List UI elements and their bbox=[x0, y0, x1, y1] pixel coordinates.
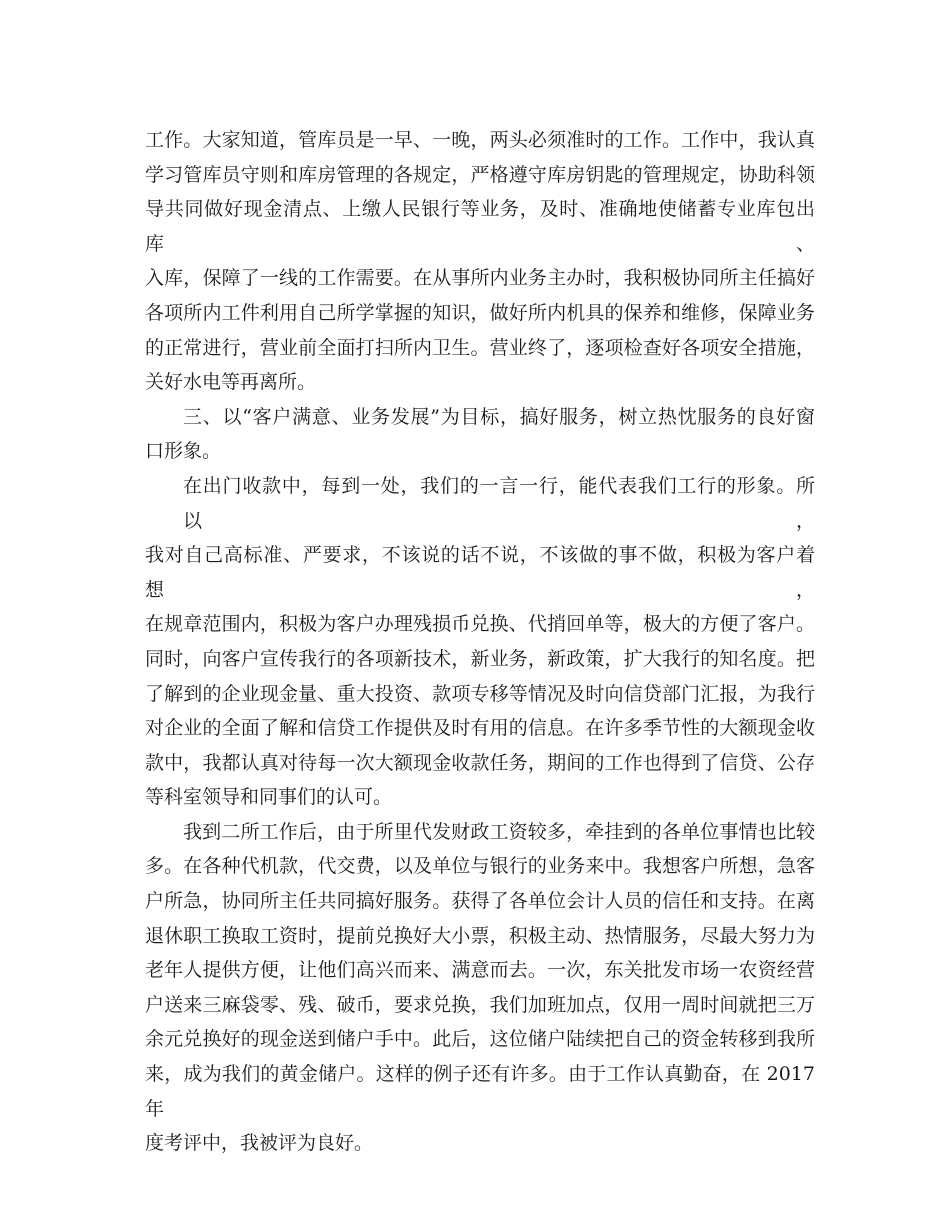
text-line: 同时，向客户宣传我行的各项新技术，新业务，新政策，扩大我行的知名度。把 bbox=[145, 647, 815, 670]
text-line: 在规章范围内，积极为客户办理残损币兑换、代捎回单等，极大的方便了客户。 bbox=[145, 613, 815, 636]
paragraph-1 bbox=[145, 123, 815, 400]
text-line: 款中，我都认真对待每一次大额现金收款任务，期间的工作也得到了信贷、公存 bbox=[145, 751, 815, 774]
text-line: 了解到的企业现金量、重大投资、款项专移等情况及时向信贷部门汇报，为我行 bbox=[145, 682, 815, 705]
text-line: 口形象。 bbox=[145, 440, 222, 463]
text-line: 三、以“客户满意、业务发展”为目标，搞好服务，树立热忱服务的良好窗 bbox=[183, 405, 815, 428]
paragraph-4 bbox=[145, 815, 815, 1161]
paragraph-3 bbox=[145, 469, 815, 815]
text-line: 来，成为我们的黄金储户。这样的例子还有许多。由于工作认真勤奋，在 2017 年 bbox=[145, 1063, 815, 1120]
text-line: 等科室领导和同事们的认可。 bbox=[145, 786, 393, 809]
paragraph-2-section-heading bbox=[145, 400, 815, 469]
text-line: 度考评中，我被评为良好。 bbox=[145, 1132, 374, 1155]
text-line: 我对自己高标准、严要求，不该说的话不说，不该做的事不做，积极为客户着想， bbox=[145, 544, 815, 601]
text-line: 老年人提供方便，让他们高兴而来、满意而去。一次，东关批发市场一农资经营 bbox=[145, 959, 815, 982]
text-line: 导共同做好现金清点、上缴人民银行等业务，及时、准确地使储蓄专业库包出库、 bbox=[145, 198, 815, 255]
text-line: 在出门收款中，每到一处，我们的一言一行，能代表我们工行的形象。所以， bbox=[183, 474, 815, 532]
text-line: 入库，保障了一线的工作需要。在从事所内业务主办时，我积极协同所主任搞好 bbox=[145, 267, 815, 290]
text-line: 学习管库员守则和库房管理的各规定，严格遵守库房钥匙的管理规定，协助科领 bbox=[145, 163, 815, 186]
text-line: 各项所内工件利用自己所学掌握的知识，做好所内机具的保养和维修，保障业务 bbox=[145, 301, 815, 324]
text-line: 户送来三麻袋零、残、破币，要求兑换，我们加班加点，仅用一周时间就把三万 bbox=[145, 993, 815, 1016]
text-line: 余元兑换好的现金送到储户手中。此后，这位储户陆续把自己的资金转移到我所 bbox=[145, 1028, 815, 1051]
text-line: 退休职工换取工资时，提前兑换好大小票，积极主动、热情服务，尽最大努力为 bbox=[145, 924, 815, 947]
text-line: 户所急，协同所主任共同搞好服务。获得了各单位会计人员的信任和支持。在离 bbox=[145, 890, 815, 913]
text-line: 的正常进行，营业前全面打扫所内卫生。营业终了，逐项检查好各项安全措施， bbox=[145, 336, 815, 359]
text-line: 多。在各种代机款，代交费，以及单位与银行的业务来中。我想客户所想，急客 bbox=[145, 855, 815, 878]
text-line: 我到二所工作后，由于所里代发财政工资较多，牵挂到的各单位事情也比较 bbox=[183, 820, 815, 843]
text-line: 工作。大家知道，管库员是一早、一晚，两头必须准时的工作。工作中，我认真 bbox=[145, 129, 815, 151]
text-line: 关好水电等再离所。 bbox=[145, 371, 317, 394]
document-body bbox=[145, 123, 815, 1161]
text-line: 对企业的全面了解和信贷工作提供及时有用的信息。在许多季节性的大额现金收 bbox=[145, 717, 815, 740]
